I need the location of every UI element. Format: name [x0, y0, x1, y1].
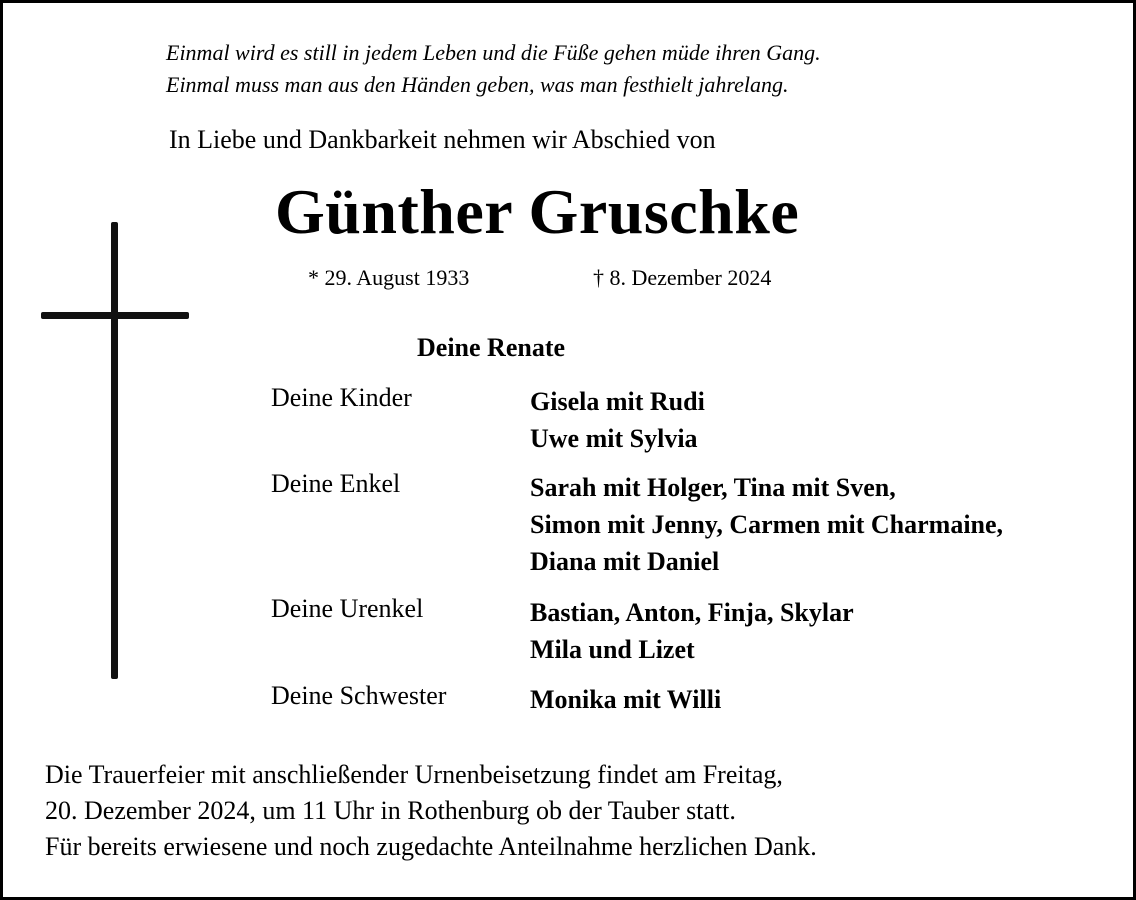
closing-text [45, 757, 817, 865]
family-names [530, 383, 705, 457]
closing-line: Die Trauerfeier mit anschließender Urnenbeisetzung findet am Freitag, [45, 760, 783, 789]
family-label: Deine Schwester [271, 681, 447, 710]
family-name-line: Monika mit Willi [530, 685, 722, 714]
closing-line: Für bereits erwiesene und noch zugedachte Anteilnahme herzlichen Dank. [45, 832, 817, 861]
closing-line: 20. Dezember 2024, um 11 Uhr in Rothenburg ob der Tauber statt. [45, 796, 736, 825]
cross-vertical-bar [111, 222, 118, 679]
family-name-line: Simon mit Jenny, Carmen mit Charmaine, [530, 510, 1004, 539]
family-names [530, 594, 854, 668]
family-names [530, 681, 721, 718]
deceased-name: Günther Gruschke [275, 176, 800, 247]
family-label: Deine Urenkel [271, 594, 424, 623]
family-name-line: Mila und Lizet [530, 635, 695, 664]
poem-line: Einmal muss man aus den Händen geben, was man festhielt jahrelang. [166, 72, 789, 97]
poem [166, 37, 821, 101]
family-name-line: Diana mit Daniel [530, 547, 720, 576]
birth-date: * 29. August 1933 [308, 265, 470, 290]
family-label: Deine Kinder [271, 383, 412, 412]
family-names [530, 469, 1003, 580]
family-label: Deine Enkel [271, 469, 401, 498]
family-name-line: Bastian, Anton, Finja, Skylar [530, 598, 854, 627]
intro-text: In Liebe und Dankbarkeit nehmen wir Abschied von [169, 125, 716, 154]
family-name-line: Gisela mit Rudi [530, 387, 705, 416]
family-name-line: Sarah mit Holger, Tina mit Sven, [530, 473, 896, 502]
family-name-line: Uwe mit Sylvia [530, 424, 698, 453]
cross-horizontal-bar [41, 312, 189, 319]
death-date: † 8. Dezember 2024 [593, 265, 772, 290]
spouse-name: Deine Renate [417, 333, 566, 362]
poem-line: Einmal wird es still in jedem Leben und die Füße gehen müde ihren Gang. [166, 40, 821, 65]
